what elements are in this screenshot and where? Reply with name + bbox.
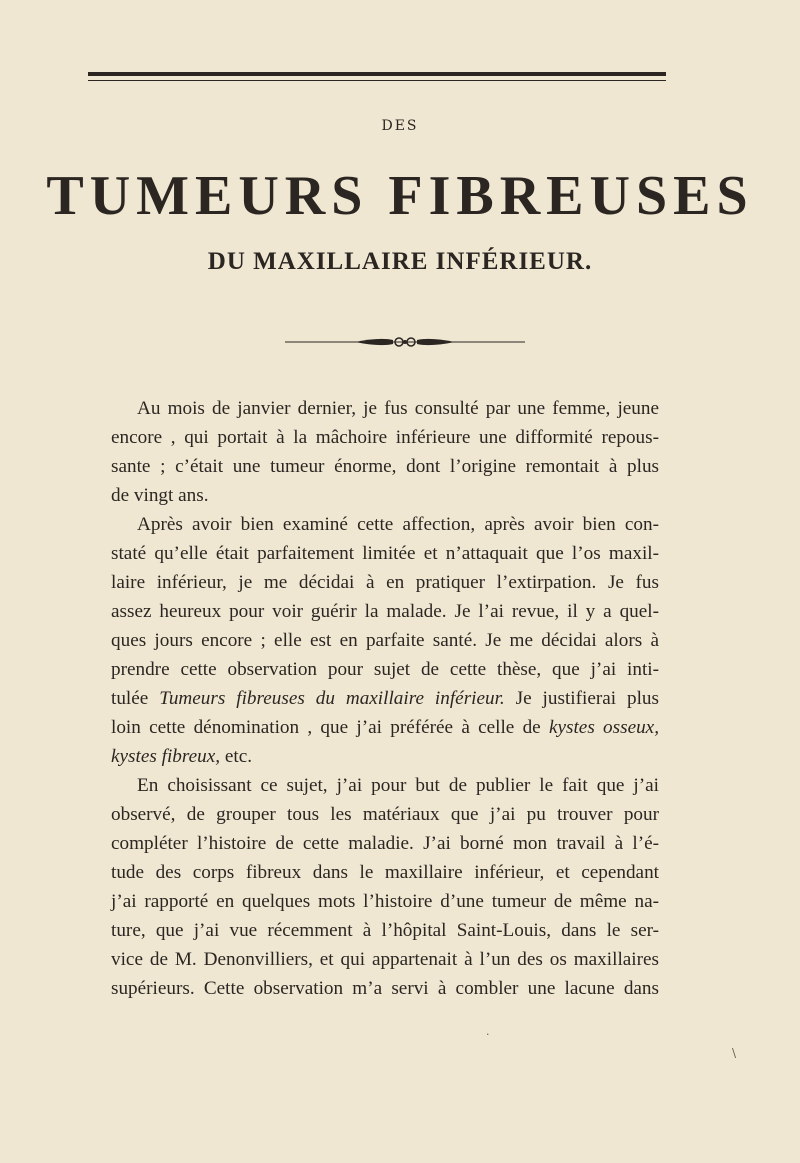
text-line: staté qu’elle était parfaitement limitée et n’attaquait que l’os maxil- [111,543,659,564]
paragraph-2 [111,510,659,771]
text-line: observé, de grouper tous les matériaux que j’ai pu trouver pour [111,804,659,825]
text-line: sante ; c’était une tumeur énorme, dont l’origine remontait à plus [111,456,659,477]
text-line: ques jours encore ; elle est en parfaite santé. Je me décidai alors à [111,630,659,651]
ornament-divider [285,334,525,350]
page-subtitle: DU MAXILLAIRE INFÉRIEUR. [207,248,593,275]
text-line: En choisissant ce sujet, j’ai pour but de publier le fait que j’ai [137,775,659,796]
text-line: j’ai rapporté en quelques mots l’histoire d’une tumeur de même na- [111,891,659,912]
text-line: Au mois de janvier dernier, je fus consulté par une femme, jeune [137,398,659,419]
body-text [111,394,659,1003]
top-rule-thin [88,80,666,81]
text-run: loin cette dénomination , que j’ai préférée à celle de [111,717,549,738]
text-line: laire inférieur, je me décidai à en pratiquer l’extirpation. Je fus [111,572,659,593]
text-line: de vingt ans. [111,485,209,506]
text-line-italic-a [111,684,659,713]
text-line: encore , qui portait à la mâchoire inférieure une difformité repous- [111,427,659,448]
paper-speck: \ [732,1046,737,1060]
paragraph-1 [111,394,659,510]
text-line: assez heureux pour voir guérir la malade. Je l’ai revue, il y a quel- [111,601,659,622]
text-run: tulée [111,688,160,709]
text-line: ture, que j’ai vue récemment à l’hôpital Saint-Louis, dans le ser- [111,920,659,941]
italic-term: kystes fibreux, [111,746,221,767]
text-line-italic-c [111,742,659,771]
text-line: prendre cette observation pour sujet de cette thèse, que j’ai inti- [111,659,659,680]
text-line-italic-b [111,713,659,742]
text-line: Après avoir bien examiné cette affection, après avoir bien con- [137,514,659,535]
text-line: compléter l’histoire de cette maladie. J’ai borné mon travail à l’é- [111,833,659,854]
text-run: Je justifierai plus [504,688,659,709]
paragraph-3 [111,771,659,1003]
top-rule-thick [88,72,666,76]
text-run: etc. [220,746,253,767]
italic-title: Tumeurs fibreuses du maxillaire inférieur. [159,688,505,709]
text-line: tude des corps fibreux dans le maxillaire inférieur, et cependant [111,862,659,883]
text-line: vice de M. Denonvilliers, et qui appartenait à l’un des os maxillaires [111,949,659,970]
text-line: supérieurs. Cette observation m’a servi à combler une lacune dans [111,978,659,999]
italic-term: kystes osseux, [548,717,659,738]
page-title: TUMEURS FIBREUSES [46,165,754,227]
paper-speck: · [486,1028,490,1041]
pre-title: DES [381,118,419,134]
